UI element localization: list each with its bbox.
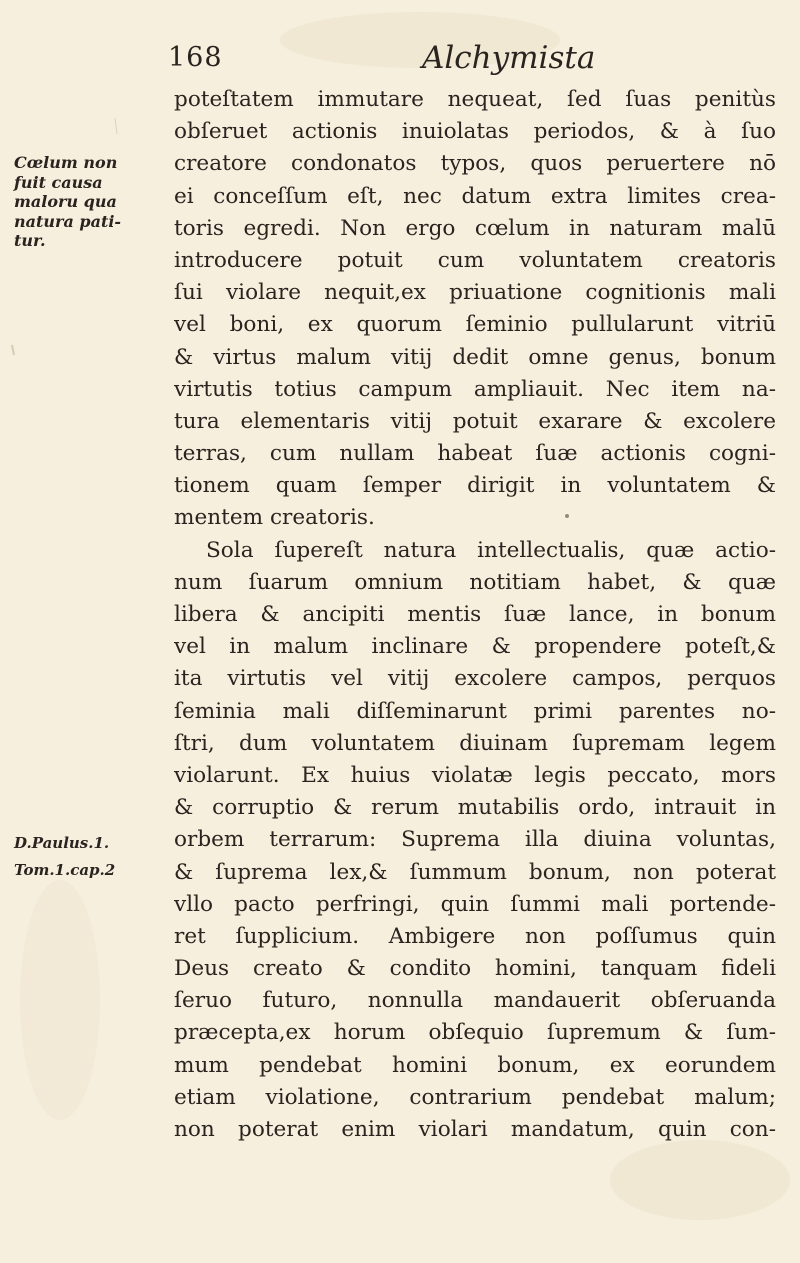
- text-line: præcepta,ex horum obſequio ſupremum & ſum-: [174, 1020, 776, 1046]
- text-line: & ſuprema lex,& ſummum bonum, non poterat: [174, 859, 776, 885]
- page-number: 168: [168, 42, 223, 73]
- text-line: & virtus malum vitij dedit omne genus, bonum: [174, 344, 776, 370]
- running-title: Alchymista: [422, 40, 596, 76]
- body-text: [174, 84, 776, 1146]
- text-line: Sola ſupereſt natura intellectualis, quæ actio-: [206, 537, 776, 563]
- text-line: Deus creato & condito homini, tanquam fideli: [174, 956, 776, 982]
- text-line: ita virtutis vel vitij excolere campos, perquos: [174, 666, 776, 692]
- text-line: mentem creatoris.: [174, 505, 375, 531]
- margin-note-line: Tom.1.cap.2: [14, 861, 116, 879]
- margin-note-line: fuit causa: [14, 172, 103, 192]
- text-line: non poterat enim violari mandatum, quin con-: [174, 1117, 776, 1142]
- text-line: mum pendebat homini bonum, ex eorundem: [174, 1052, 776, 1078]
- text-line: ſeminia mali diſſeminarunt primi parentes no-: [174, 698, 776, 724]
- text-line: introducere potuit cum voluntatem creatoris: [174, 247, 776, 273]
- text-line: libera & ancipiti mentis ſuæ lance, in bonum: [174, 602, 776, 627]
- margin-note-line: tur.: [14, 231, 46, 250]
- text-line: & corruptio & rerum mutabilis ordo, intrauit in: [174, 795, 776, 821]
- text-line: orbem terrarum: Suprema illa diuina voluntas,: [174, 827, 776, 853]
- margin-note-caelum: [14, 153, 174, 251]
- text-line: virtutis totius campum ampliauit. Nec item na-: [174, 376, 776, 402]
- text-line: vllo pacto perfringi, quin ſummi mali portende-: [174, 891, 776, 917]
- text-line: violarunt. Ex huius violatæ legis peccato, mors: [174, 762, 776, 788]
- text-line: num ſuarum omnium notitiam habet, & quæ: [174, 569, 776, 595]
- text-line: tura elementaris vitij potuit exarare & excolere: [174, 408, 776, 434]
- text-line: toris egredi. Non ergo cœlum in naturam malū: [174, 215, 776, 241]
- text-line: terras, cum nullam habeat ſuæ actionis cogni-: [174, 441, 776, 467]
- margin-note-line: Cœlum non: [14, 153, 118, 172]
- text-line: creatore condonatos typos, quos peruertere nō: [174, 151, 776, 177]
- text-line: ſtri, dum voluntatem diuinam ſupremam legem: [174, 730, 776, 756]
- margin-note-line: maloru qua: [14, 192, 117, 211]
- text-line: obſeruet actionis inuiolatas periodos, & à ſuo: [174, 119, 776, 145]
- margin-note-citation: [14, 830, 174, 884]
- text-line: ſeruo futuro, nonnulla mandauerit obſeruanda: [174, 988, 776, 1014]
- text-line: vel in malum inclinare & propendere poteſt,&: [174, 634, 776, 660]
- text-line: poteſtatem immutare nequeat, ſed ſuas penitùs: [174, 87, 776, 112]
- text-line: ret ſupplicium. Ambigere non poſſumus quin: [174, 923, 776, 949]
- margin-note-line: natura pati-: [14, 211, 122, 231]
- text-line: ei conceſſum eſt, nec datum extra limites crea-: [174, 183, 776, 209]
- text-line: vel boni, ex quorum ſeminio pullularunt vitriū: [174, 312, 776, 338]
- margin-note-line: D.Paulus.1.: [14, 834, 110, 852]
- text-line: ſui violare nequit,ex priuatione cognitionis mali: [174, 280, 776, 306]
- text-line: tionem quam ſemper dirigit in voluntatem &: [174, 473, 776, 499]
- text-line: etiam violatione, contrarium pendebat malum;: [174, 1084, 776, 1110]
